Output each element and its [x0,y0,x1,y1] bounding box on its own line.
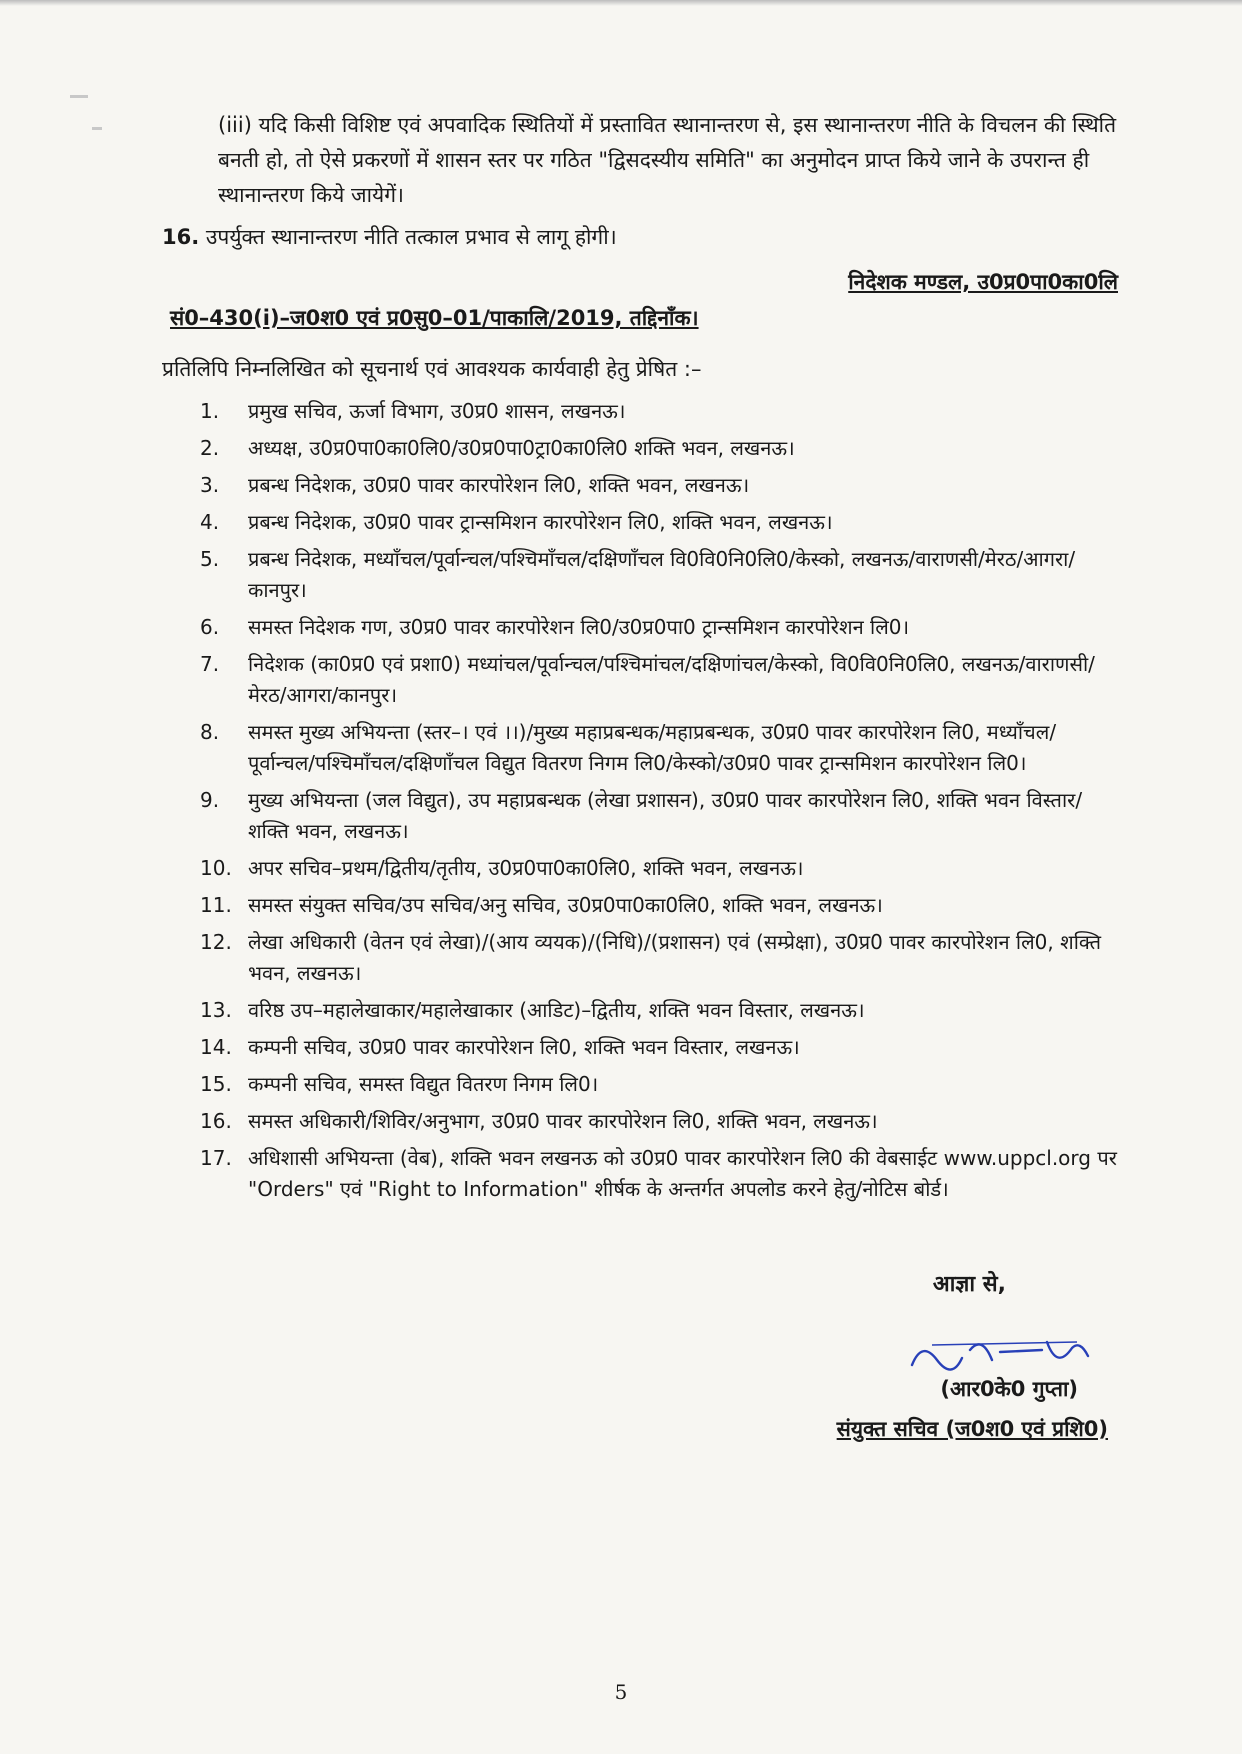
recipient-text: समस्त संयुक्त सचिव/उप सचिव/अनु सचिव, उ0प्र0पा0का0लि0, शक्ति भवन, लखनऊ। [248,893,883,917]
recipient-item [200,544,1118,606]
recipient-item [200,396,1118,427]
scan-top-edge [0,0,1242,6]
recipient-text: अधिशासी अभियन्ता (वेब), शक्ति भवन लखनऊ को उ0प्र0 पावर कारपोरेशन लि0 की वेबसाईट www.uppcl.org पर "Orders" एवं "Right to Information" शीर्षक के अन्तर्गत अपलोड करने हेतु/नोटिस बोर्ड। [248,1146,1117,1201]
recipient-text: अपर सचिव–प्रथम/द्वितीय/तृतीय, उ0प्र0पा0का0लि0, शक्ति भवन, लखनऊ। [248,856,804,880]
recipient-number: 8. [200,720,220,744]
recipient-text: कम्पनी सचिव, समस्त विद्युत वितरण निगम लि0। [248,1072,599,1096]
recipient-text: समस्त अधिकारी/शिविर/अनुभाग, उ0प्र0 पावर कारपोरेशन लि0, शक्ति भवन, लखनऊ। [248,1109,878,1133]
recipient-item [200,433,1118,464]
recipient-text: प्रबन्ध निदेशक, उ0प्र0 पावर कारपोरेशन लि0, शक्ति भवन, लखनऊ। [248,473,750,497]
clause-iii: (iii) यदि किसी विशिष्ट एवं अपवादिक स्थितियों में प्रस्तावित स्थानान्तरण से, इस स्थानान्तरण नीति के विचलन की स्थिति बनती हो, तो ऐसे प्रकरणों में शासन स्तर पर गठित "द्विसदस्यीय समिति" का अनुमोदन प्राप्त किये जाने के उपरान्त ही स्थानान्तरण किये जायेगें। [218,113,1117,207]
recipient-text: प्रबन्ध निदेशक, मध्याँचल/पूर्वान्चल/पश्चिमाँचल/दक्षिणाँचल वि0वि0नि0लि0/केस्को, लखनऊ/वाराणसी/मेरठ/आगरा/कानपुर। [248,547,1076,602]
recipient-item [200,995,1118,1026]
recipient-number: 15. [200,1072,232,1096]
director-board: निदेशक मण्डल, उ0प्र0पा0का0लि [848,270,1118,294]
reference-number: सं0–430(i)–ज0श0 एवं प्र0सु0–01/पाकालि/2019, तद्दिनाँक। [170,306,699,330]
page-number: 5 [614,1680,628,1704]
recipient-number: 11. [200,893,232,917]
clause-16-number: 16. [162,225,200,249]
recipient-text: अध्यक्ष, उ0प्र0पा0का0लि0/उ0प्र0पा0ट्रा0का0लि0 शक्ति भवन, लखनऊ। [248,436,795,460]
clause-16-text: उपर्युक्त स्थानान्तरण नीति तत्काल प्रभाव से लागू होगी। [205,225,617,249]
recipient-text: प्रमुख सचिव, ऊर्जा विभाग, उ0प्र0 शासन, लखनऊ। [248,399,626,423]
recipient-number: 17. [200,1146,232,1170]
recipient-number: 6. [200,615,220,639]
clause-16 [162,222,617,252]
recipient-item [200,470,1118,501]
recipient-number: 13. [200,998,232,1022]
recipient-number: 1. [200,399,220,423]
recipient-text: समस्त निदेशक गण, उ0प्र0 पावर कारपोरेशन लि0/उ0प्र0पा0 ट्रान्समिशन कारपोरेशन लि0। [248,615,910,639]
recipient-number: 16. [200,1109,232,1133]
recipient-item [200,507,1118,538]
recipient-text: समस्त मुख्य अभियन्ता (स्तर–। एवं ।।)/मुख्य महाप्रबन्धक/महाप्रबन्धक, उ0प्र0 पावर कारपोरेशन लि0, मध्याँचल/पूर्वान्चल/पश्चिमाँचल/दक्षिणाँचल विद्युत वितरण निगम लि0/केस्को/उ0प्र0 पावर ट्रान्समिशन कारपोरेशन लि0। [248,720,1057,775]
recipient-item [200,785,1118,847]
recipient-number: 7. [200,652,220,676]
recipient-item [200,1143,1118,1205]
recipient-number: 9. [200,788,220,812]
recipient-number: 3. [200,473,220,497]
recipient-text: वरिष्ठ उप–महालेखाकार/महालेखाकार (आडिट)–द्वितीय, शक्ति भवन विस्तार, लखनऊ। [248,998,865,1022]
handwritten-signature [892,1330,1112,1380]
recipient-number: 2. [200,436,220,460]
signatory-designation: संयुक्त सचिव (ज0श0 एवं प्रशि0) [836,1417,1108,1441]
scan-mark [70,95,88,98]
copy-intro: प्रतिलिपि निम्नलिखित को सूचनार्थ एवं आवश्यक कार्यवाही हेतु प्रेषित :– [162,357,702,381]
recipient-item [200,649,1118,711]
recipient-number: 12. [200,930,232,954]
order-phrase: आज्ञा से, [932,1272,1006,1297]
recipient-text: प्रबन्ध निदेशक, उ0प्र0 पावर ट्रान्समिशन कारपोरेशन लि0, शक्ति भवन, लखनऊ। [248,510,833,534]
recipient-text: मुख्य अभियन्ता (जल विद्युत), उप महाप्रबन्धक (लेखा प्रशासन), उ0प्र0 पावर कारपोरेशन लि0, शक्ति भवन विस्तार/शक्ति भवन, लखनऊ। [248,788,1083,843]
recipient-item [200,612,1118,643]
recipient-list [200,396,1118,1211]
scan-mark [92,127,102,130]
recipient-number: 14. [200,1035,232,1059]
recipient-number: 4. [200,510,220,534]
recipient-item [200,853,1118,884]
recipient-number: 5. [200,547,220,571]
recipient-text: कम्पनी सचिव, उ0प्र0 पावर कारपोरेशन लि0, शक्ति भवन विस्तार, लखनऊ। [248,1035,800,1059]
recipient-text: लेखा अधिकारी (वेतन एवं लेखा)/(आय व्ययक)/(निधि)/(प्रशासन) एवं (सम्प्रेक्षा), उ0प्र0 पावर कारपोरेशन लि0, शक्ति भवन, लखनऊ। [248,930,1101,985]
recipient-item [200,890,1118,921]
recipient-item [200,717,1118,779]
recipient-item [200,1032,1118,1063]
recipient-item [200,1069,1118,1100]
recipient-number: 10. [200,856,232,880]
signatory-name: (आर0के0 गुप्ता) [940,1377,1078,1401]
recipient-text: निदेशक (का0प्र0 एवं प्रशा0) मध्यांचल/पूर्वान्चल/पश्चिमांचल/दक्षिणांचल/केस्को, वि0वि0नि0लि0, लखनऊ/वाराणसी/मेरठ/आगरा/कानपुर। [248,652,1095,707]
recipient-item [200,1106,1118,1137]
recipient-item [200,927,1118,989]
